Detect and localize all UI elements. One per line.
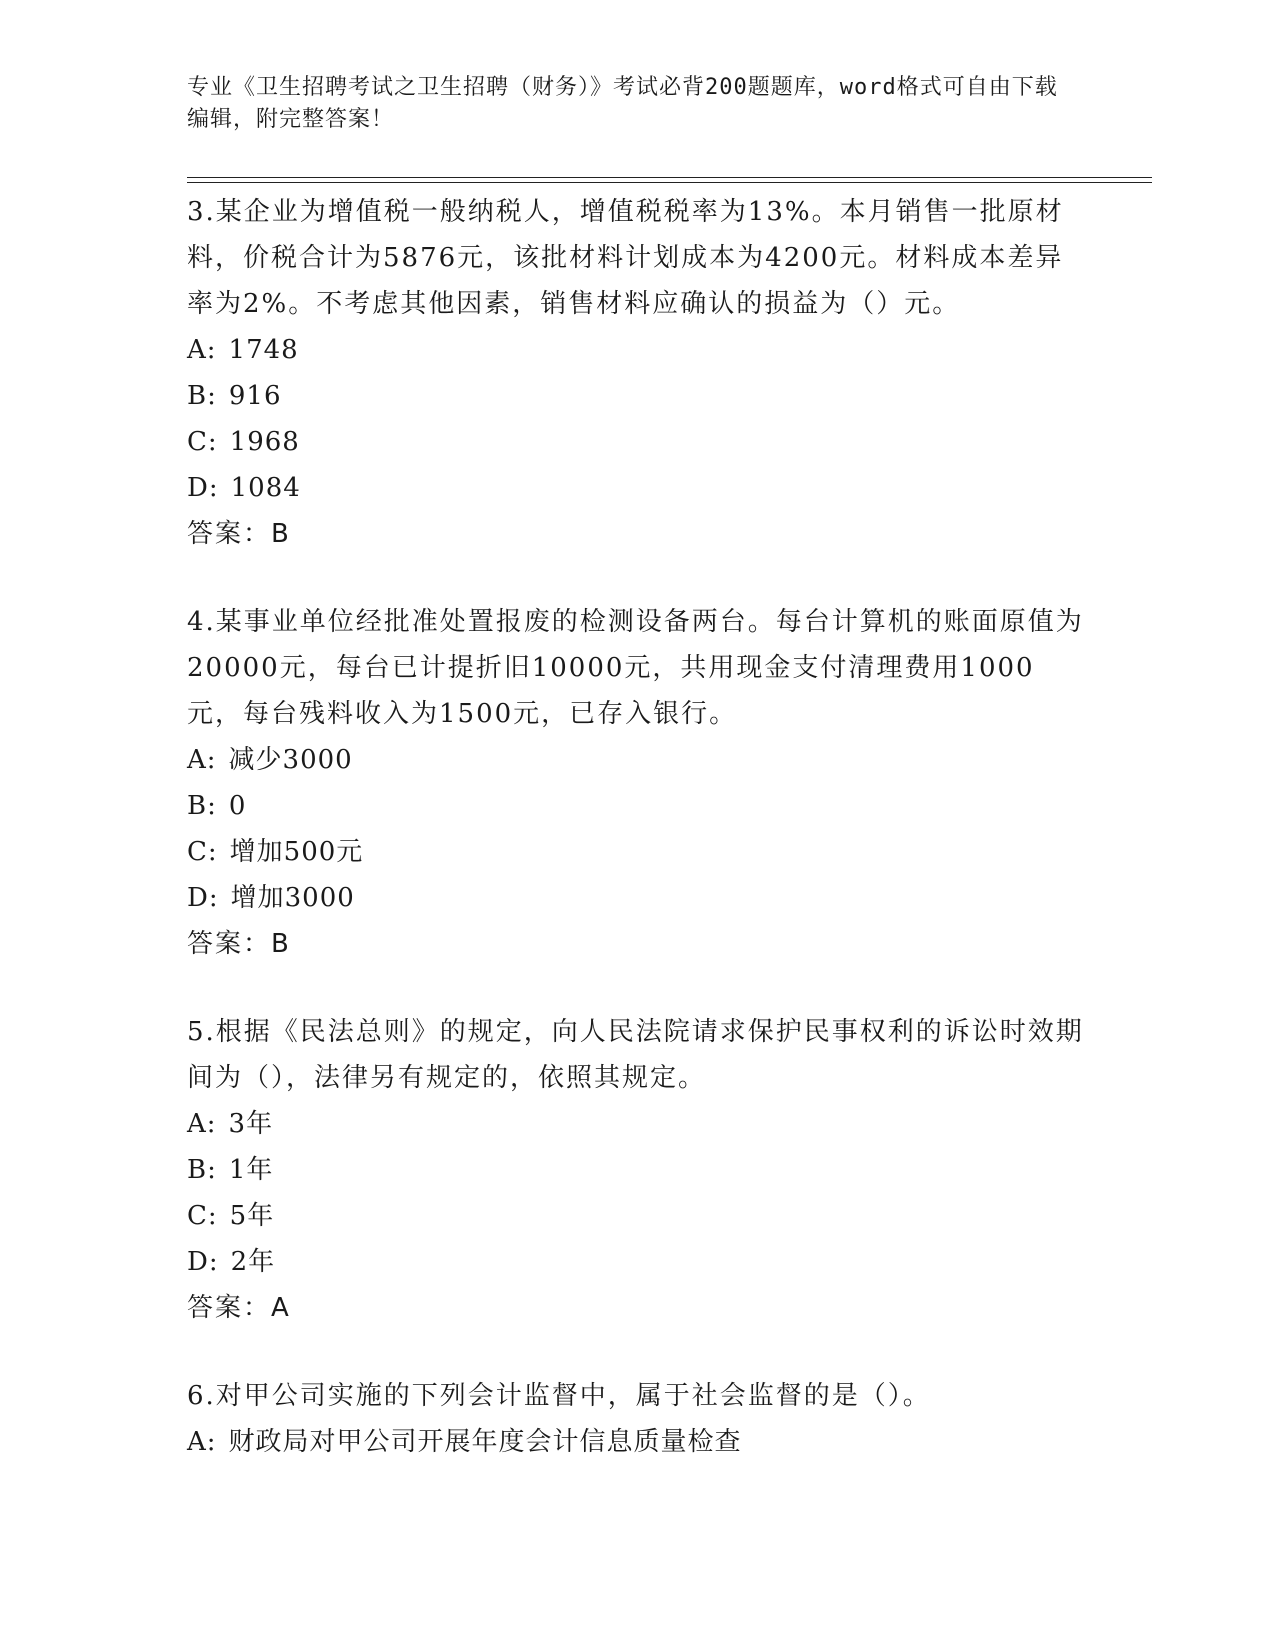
header-divider-top [187,177,1152,178]
option-letter: C: [187,837,218,867]
answer-line: 答案：B [187,519,291,549]
option-letter: C: [187,427,218,457]
option-a [187,737,1087,783]
answer-line: 答案：A [187,1293,291,1323]
question-4 [187,599,1087,967]
option-a [187,327,1087,373]
option-text: 财政局对甲公司开展年度会计信息质量检查 [228,1427,742,1457]
question-6 [187,1373,1087,1465]
option-letter: A: [187,1427,217,1457]
option-letter: D: [187,473,219,503]
option-text: 增加500元 [229,837,364,867]
option-letter: D: [187,1247,219,1277]
option-b [187,373,1087,419]
option-letter: A: [187,1109,217,1139]
option-b [187,783,1087,829]
option-text: 增加3000 [230,883,355,913]
option-letter: C: [187,1201,218,1231]
option-a [187,1419,1087,1465]
option-text: 减少3000 [228,745,353,775]
question-stem: 3.某企业为增值税一般纳税人，增值税税率为13%。本月销售一批原材料，价税合计为5876元，该批材料计划成本为4200元。材料成本差异率为2%。不考虑其他因素，销售材料应确认的损益为（）元。 [187,197,1064,319]
option-text: 3年 [228,1109,274,1139]
question-5 [187,1009,1087,1331]
header-divider-bottom [187,182,1152,183]
option-letter: B: [187,1155,217,1185]
option-c [187,419,1087,465]
option-d [187,1239,1087,1285]
question-stem: 4.某事业单位经批准处置报废的检测设备两台。每台计算机的账面原值为20000元，每台已计提折旧10000元，共用现金支付清理费用1000元，每台残料收入为1500元，已存入银行。 [187,607,1084,729]
option-text: 1084 [230,473,301,503]
option-c [187,1193,1087,1239]
option-letter: A: [187,745,217,775]
option-letter: B: [187,381,217,411]
option-letter: D: [187,883,219,913]
answer-line: 答案：B [187,929,291,959]
document-header: 专业《卫生招聘考试之卫生招聘（财务）》考试必背200题题库，word格式可自由下载编辑，附完整答案！ [187,75,1058,132]
option-text: 1968 [229,427,300,457]
option-text: 2年 [230,1247,276,1277]
option-text: 1748 [228,335,299,365]
option-d [187,875,1087,921]
option-letter: B: [187,791,217,821]
option-text: 0 [228,791,247,821]
question-stem: 6.对甲公司实施的下列会计监督中，属于社会监督的是（）。 [187,1381,931,1411]
option-d [187,465,1087,511]
option-text: 1年 [228,1155,274,1185]
option-a [187,1101,1087,1147]
option-letter: A: [187,335,217,365]
option-text: 916 [228,381,282,411]
question-stem: 5.根据《民法总则》的规定，向人民法院请求保护民事权利的诉讼时效期间为（），法律另有规定的，依照其规定。 [187,1017,1084,1093]
option-c [187,829,1087,875]
question-3 [187,189,1087,557]
option-text: 5年 [229,1201,275,1231]
option-b [187,1147,1087,1193]
